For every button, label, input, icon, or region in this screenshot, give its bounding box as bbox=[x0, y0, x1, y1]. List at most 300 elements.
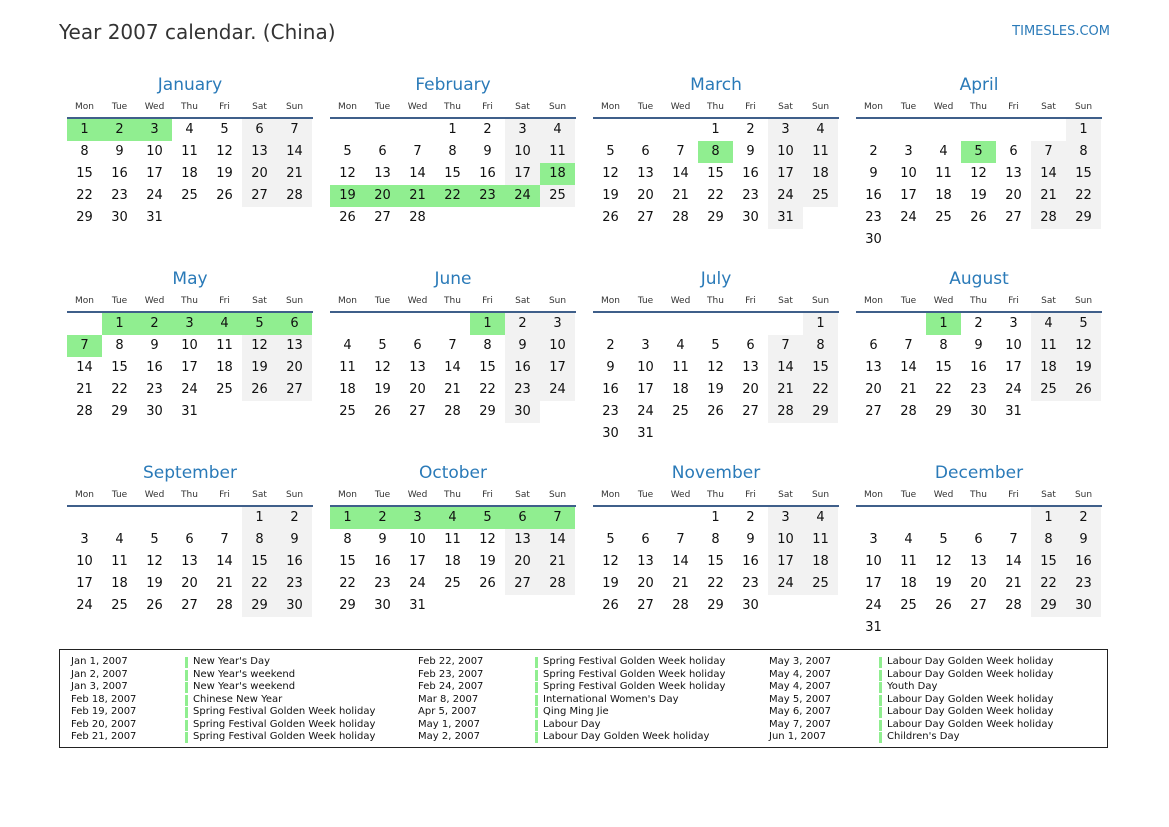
day-cell: 29 bbox=[707, 210, 724, 225]
day-grid bbox=[67, 507, 313, 617]
day-cell: 19 bbox=[374, 382, 391, 397]
day-cell: 13 bbox=[409, 360, 426, 375]
day-cell: 11 bbox=[935, 166, 952, 181]
day-cell: 17 bbox=[865, 576, 882, 591]
holiday-date: Jan 3, 2007 bbox=[71, 681, 128, 692]
day-cell: 13 bbox=[277, 335, 312, 357]
day-cell: 18 bbox=[111, 576, 128, 591]
day-cell: 20 bbox=[637, 576, 654, 591]
day-cell: 24 bbox=[1005, 382, 1022, 397]
day-cell: 16 bbox=[742, 166, 759, 181]
day-cell: 21 bbox=[1031, 185, 1066, 207]
holiday-name: Labour Day bbox=[543, 718, 601, 730]
day-cell: 10 bbox=[1005, 338, 1022, 353]
day-cell: 10 bbox=[505, 141, 540, 163]
holiday-name: Spring Festival Golden Week holiday bbox=[193, 706, 376, 717]
month-name: April bbox=[959, 75, 999, 95]
holiday-name: Youth Day bbox=[887, 681, 938, 692]
holiday-color-marker bbox=[185, 657, 188, 668]
day-cell: 12 bbox=[479, 532, 496, 547]
empty-cell bbox=[400, 313, 435, 335]
day-cell: 10 bbox=[409, 532, 426, 547]
day-cell: 14 bbox=[540, 529, 575, 551]
empty-cell bbox=[330, 313, 365, 335]
day-cell: 29 bbox=[111, 404, 128, 419]
day-cell: 16 bbox=[742, 554, 759, 569]
day-cell: 11 bbox=[111, 554, 128, 569]
day-cell: 28 bbox=[216, 598, 233, 613]
weekday-label: Fri bbox=[1008, 296, 1019, 306]
day-cell: 3 bbox=[869, 532, 878, 547]
day-cell: 24 bbox=[768, 573, 803, 595]
day-cell: 10 bbox=[865, 554, 882, 569]
weekday-label: Tue bbox=[374, 296, 391, 306]
weekday-label: Sun bbox=[548, 102, 567, 112]
day-cell: 18 bbox=[672, 382, 689, 397]
day-cell: 29 bbox=[935, 404, 952, 419]
holiday-day-cell: 24 bbox=[505, 185, 540, 207]
month-july bbox=[593, 268, 839, 462]
day-cell: 8 bbox=[343, 532, 352, 547]
site-link[interactable]: TIMESLES.COM bbox=[1012, 24, 1110, 39]
holiday-date: Mar 8, 2007 bbox=[418, 693, 479, 705]
month-march bbox=[593, 74, 839, 268]
day-cell: 3 bbox=[904, 144, 913, 159]
weekday-label: Tue bbox=[374, 490, 391, 500]
day-cell: 29 bbox=[76, 210, 93, 225]
holiday-date: Jun 1, 2007 bbox=[769, 731, 826, 742]
weekday-label: Mon bbox=[864, 102, 883, 112]
day-cell: 17 bbox=[637, 382, 654, 397]
empty-cell bbox=[593, 507, 628, 529]
weekday-label: Fri bbox=[219, 102, 230, 112]
holiday-color-marker bbox=[879, 695, 882, 706]
day-cell: 19 bbox=[242, 357, 277, 379]
holiday-day-cell: 5 bbox=[470, 507, 505, 529]
weekday-header bbox=[856, 486, 1102, 504]
weekday-header bbox=[330, 98, 576, 116]
weekday-header bbox=[593, 292, 839, 310]
day-cell: 12 bbox=[146, 554, 163, 569]
weekday-header bbox=[593, 486, 839, 504]
day-cell: 14 bbox=[900, 360, 917, 375]
day-cell: 23 bbox=[742, 188, 759, 203]
holiday-day-cell: 7 bbox=[540, 507, 575, 529]
day-cell: 25 bbox=[111, 598, 128, 613]
day-cell: 11 bbox=[181, 144, 198, 159]
holiday-day-cell: 8 bbox=[698, 141, 733, 163]
day-cell: 22 bbox=[76, 188, 93, 203]
holiday-date: May 5, 2007 bbox=[769, 693, 832, 705]
day-cell: 9 bbox=[483, 144, 492, 159]
day-cell: 28 bbox=[409, 210, 426, 225]
empty-cell bbox=[663, 507, 698, 529]
day-cell: 5 bbox=[343, 144, 352, 159]
weekday-label: Thu bbox=[707, 490, 724, 500]
holiday-day-cell: 1 bbox=[926, 313, 961, 335]
day-cell: 24 bbox=[181, 382, 198, 397]
day-cell: 30 bbox=[374, 598, 391, 613]
day-cell: 12 bbox=[339, 166, 356, 181]
day-cell: 20 bbox=[637, 188, 654, 203]
day-cell: 22 bbox=[479, 382, 496, 397]
holiday-day-cell: 2 bbox=[365, 507, 400, 529]
holiday-date: Feb 21, 2007 bbox=[71, 731, 137, 742]
day-cell: 26 bbox=[602, 210, 619, 225]
holiday-name: International Women's Day bbox=[543, 693, 679, 705]
day-cell: 31 bbox=[1005, 404, 1022, 419]
empty-cell bbox=[891, 119, 926, 141]
day-cell: 10 bbox=[540, 335, 575, 357]
day-grid bbox=[593, 119, 839, 229]
holiday-color-marker bbox=[879, 657, 882, 668]
weekday-header bbox=[67, 98, 313, 116]
empty-cell bbox=[67, 313, 102, 335]
month-name: July bbox=[700, 269, 732, 289]
weekday-label: Thu bbox=[181, 490, 198, 500]
month-september bbox=[67, 462, 313, 656]
day-cell: 1 bbox=[1066, 119, 1101, 141]
day-cell: 11 bbox=[444, 532, 461, 547]
weekday-label: Thu bbox=[707, 102, 724, 112]
day-cell: 6 bbox=[974, 532, 983, 547]
day-cell: 1 bbox=[803, 313, 838, 335]
day-cell: 10 bbox=[181, 338, 198, 353]
holiday-day-cell: 5 bbox=[242, 313, 277, 335]
day-cell: 5 bbox=[711, 338, 720, 353]
day-cell: 4 bbox=[904, 532, 913, 547]
weekday-label: Wed bbox=[933, 296, 954, 306]
day-cell: 24 bbox=[865, 598, 882, 613]
empty-cell bbox=[628, 313, 663, 335]
day-cell: 13 bbox=[637, 554, 654, 569]
holiday-day-cell: 7 bbox=[67, 335, 102, 357]
months-grid bbox=[67, 74, 1102, 656]
day-cell: 30 bbox=[505, 401, 540, 423]
day-cell: 6 bbox=[185, 532, 194, 547]
day-cell: 20 bbox=[409, 382, 426, 397]
day-cell: 10 bbox=[768, 529, 803, 551]
weekday-label: Mon bbox=[338, 102, 357, 112]
day-cell: 1 bbox=[448, 122, 457, 137]
holiday-color-marker bbox=[879, 707, 882, 718]
day-cell: 15 bbox=[707, 554, 724, 569]
day-cell: 14 bbox=[1005, 554, 1022, 569]
holiday-name: Spring Festival Golden Week holiday bbox=[193, 718, 376, 730]
day-cell: 14 bbox=[672, 166, 689, 181]
weekday-label: Tue bbox=[111, 490, 128, 500]
day-cell: 6 bbox=[242, 119, 277, 141]
day-cell: 25 bbox=[1031, 379, 1066, 401]
day-cell: 16 bbox=[479, 166, 496, 181]
day-cell: 4 bbox=[343, 338, 352, 353]
day-cell: 1 bbox=[711, 510, 720, 525]
holiday-name: Labour Day Golden Week holiday bbox=[887, 706, 1054, 717]
day-cell: 31 bbox=[146, 210, 163, 225]
day-cell: 29 bbox=[339, 598, 356, 613]
day-cell: 29 bbox=[479, 404, 496, 419]
day-cell: 6 bbox=[1009, 144, 1018, 159]
day-cell: 27 bbox=[181, 598, 198, 613]
holiday-name: Labour Day Golden Week holiday bbox=[543, 731, 710, 742]
day-cell: 16 bbox=[970, 360, 987, 375]
day-cell: 15 bbox=[707, 166, 724, 181]
day-cell: 22 bbox=[339, 576, 356, 591]
weekday-label: Thu bbox=[181, 102, 198, 112]
holiday-date: May 7, 2007 bbox=[769, 718, 832, 730]
day-cell: 22 bbox=[242, 573, 277, 595]
day-grid bbox=[330, 507, 576, 617]
empty-cell bbox=[172, 507, 207, 529]
month-april bbox=[856, 74, 1102, 268]
day-cell: 5 bbox=[939, 532, 948, 547]
day-grid bbox=[67, 313, 313, 423]
day-cell: 16 bbox=[111, 166, 128, 181]
day-cell: 3 bbox=[540, 313, 575, 335]
empty-cell bbox=[926, 119, 961, 141]
day-cell: 22 bbox=[707, 188, 724, 203]
holiday-day-cell: 21 bbox=[400, 185, 435, 207]
day-cell: 9 bbox=[505, 335, 540, 357]
day-grid bbox=[593, 313, 839, 445]
day-cell: 29 bbox=[803, 401, 838, 423]
day-cell: 8 bbox=[80, 144, 89, 159]
day-cell: 7 bbox=[676, 144, 685, 159]
day-cell: 31 bbox=[768, 207, 803, 229]
day-cell: 11 bbox=[803, 141, 838, 163]
day-cell: 9 bbox=[150, 338, 159, 353]
holiday-date: May 4, 2007 bbox=[769, 668, 832, 680]
day-cell: 19 bbox=[935, 576, 952, 591]
day-cell: 13 bbox=[742, 360, 759, 375]
weekday-label: Sun bbox=[811, 296, 830, 306]
holiday-date: Feb 23, 2007 bbox=[418, 668, 484, 680]
empty-cell bbox=[137, 507, 172, 529]
weekday-header bbox=[330, 292, 576, 310]
day-cell: 25 bbox=[444, 576, 461, 591]
holiday-name: Spring Festival Golden Week holiday bbox=[193, 731, 376, 742]
empty-cell bbox=[365, 119, 400, 141]
day-cell: 8 bbox=[1031, 529, 1066, 551]
day-cell: 21 bbox=[672, 188, 689, 203]
day-cell: 23 bbox=[742, 576, 759, 591]
holiday-color-marker bbox=[879, 682, 882, 693]
day-cell: 6 bbox=[869, 338, 878, 353]
day-cell: 27 bbox=[742, 404, 759, 419]
month-january bbox=[67, 74, 313, 268]
holiday-day-cell: 20 bbox=[365, 185, 400, 207]
day-cell: 28 bbox=[1031, 207, 1066, 229]
day-cell: 21 bbox=[1005, 576, 1022, 591]
weekday-label: Fri bbox=[219, 296, 230, 306]
day-cell: 18 bbox=[803, 551, 838, 573]
day-grid bbox=[67, 119, 313, 229]
month-june bbox=[330, 268, 576, 462]
weekday-label: Wed bbox=[670, 102, 691, 112]
day-grid bbox=[330, 313, 576, 423]
day-cell: 4 bbox=[803, 119, 838, 141]
holiday-name: Spring Festival Golden Week holiday bbox=[543, 656, 726, 667]
weekday-label: Mon bbox=[864, 490, 883, 500]
day-cell: 19 bbox=[216, 166, 233, 181]
day-cell: 9 bbox=[606, 360, 615, 375]
day-cell: 17 bbox=[505, 163, 540, 185]
day-cell: 2 bbox=[505, 313, 540, 335]
month-name: September bbox=[143, 463, 237, 483]
day-cell: 17 bbox=[76, 576, 93, 591]
empty-cell bbox=[593, 119, 628, 141]
empty-cell bbox=[663, 119, 698, 141]
day-cell: 21 bbox=[76, 382, 93, 397]
day-cell: 13 bbox=[1005, 166, 1022, 181]
weekday-label: Wed bbox=[407, 296, 428, 306]
day-cell: 23 bbox=[602, 404, 619, 419]
day-cell: 21 bbox=[540, 551, 575, 573]
month-august bbox=[856, 268, 1102, 462]
weekday-label: Thu bbox=[970, 490, 987, 500]
day-cell: 21 bbox=[277, 163, 312, 185]
day-cell: 26 bbox=[374, 404, 391, 419]
day-cell: 9 bbox=[746, 532, 755, 547]
day-cell: 1 bbox=[1031, 507, 1066, 529]
day-cell: 12 bbox=[707, 360, 724, 375]
empty-cell bbox=[856, 119, 891, 141]
day-cell: 14 bbox=[444, 360, 461, 375]
day-cell: 20 bbox=[242, 163, 277, 185]
day-cell: 9 bbox=[974, 338, 983, 353]
month-name: October bbox=[418, 463, 488, 483]
day-cell: 10 bbox=[76, 554, 93, 569]
day-cell: 27 bbox=[970, 598, 987, 613]
day-cell: 7 bbox=[768, 335, 803, 357]
empty-cell bbox=[698, 313, 733, 335]
day-cell: 12 bbox=[216, 144, 233, 159]
day-cell: 17 bbox=[409, 554, 426, 569]
day-cell: 17 bbox=[768, 163, 803, 185]
weekday-label: Sat bbox=[252, 296, 267, 306]
day-cell: 15 bbox=[242, 551, 277, 573]
weekday-label: Wed bbox=[933, 102, 954, 112]
day-cell: 28 bbox=[277, 185, 312, 207]
holiday-name: Spring Festival Golden Week holiday bbox=[543, 681, 726, 692]
day-cell: 22 bbox=[707, 576, 724, 591]
day-cell: 8 bbox=[939, 338, 948, 353]
month-name: June bbox=[434, 269, 472, 289]
weekday-header bbox=[67, 486, 313, 504]
day-cell: 9 bbox=[277, 529, 312, 551]
holiday-date: Feb 24, 2007 bbox=[418, 681, 484, 692]
day-cell: 5 bbox=[220, 122, 229, 137]
day-cell: 14 bbox=[277, 141, 312, 163]
day-cell: 12 bbox=[1066, 335, 1101, 357]
weekday-label: Fri bbox=[482, 296, 493, 306]
day-cell: 25 bbox=[540, 185, 575, 207]
day-cell: 8 bbox=[115, 338, 124, 353]
day-cell: 15 bbox=[444, 166, 461, 181]
weekday-label: Fri bbox=[1008, 490, 1019, 500]
holiday-color-marker bbox=[185, 670, 188, 681]
day-cell: 9 bbox=[1066, 529, 1101, 551]
day-cell: 23 bbox=[970, 382, 987, 397]
day-cell: 7 bbox=[1031, 141, 1066, 163]
holiday-day-cell: 2 bbox=[102, 119, 137, 141]
day-cell: 11 bbox=[900, 554, 917, 569]
day-cell: 13 bbox=[865, 360, 882, 375]
weekday-header bbox=[593, 98, 839, 116]
day-cell: 5 bbox=[606, 144, 615, 159]
weekday-label: Thu bbox=[444, 490, 461, 500]
holiday-day-cell: 1 bbox=[470, 313, 505, 335]
holiday-color-marker bbox=[535, 670, 538, 681]
day-cell: 30 bbox=[277, 595, 312, 617]
day-cell: 11 bbox=[1031, 335, 1066, 357]
day-cell: 19 bbox=[707, 382, 724, 397]
empty-cell bbox=[996, 119, 1031, 141]
day-cell: 12 bbox=[970, 166, 987, 181]
empty-cell bbox=[926, 507, 961, 529]
day-cell: 30 bbox=[742, 598, 759, 613]
day-cell: 26 bbox=[1066, 379, 1101, 401]
empty-cell bbox=[891, 507, 926, 529]
day-cell: 20 bbox=[865, 382, 882, 397]
day-cell: 22 bbox=[111, 382, 128, 397]
day-cell: 22 bbox=[1031, 573, 1066, 595]
day-cell: 31 bbox=[409, 598, 426, 613]
empty-cell bbox=[996, 507, 1031, 529]
empty-cell bbox=[67, 507, 102, 529]
month-november bbox=[593, 462, 839, 656]
day-cell: 27 bbox=[409, 404, 426, 419]
holiday-day-cell: 5 bbox=[961, 141, 996, 163]
day-cell: 30 bbox=[865, 232, 882, 247]
day-cell: 15 bbox=[479, 360, 496, 375]
day-cell: 10 bbox=[637, 360, 654, 375]
day-cell: 11 bbox=[803, 529, 838, 551]
day-cell: 25 bbox=[181, 188, 198, 203]
day-cell: 2 bbox=[746, 510, 755, 525]
day-cell: 13 bbox=[637, 166, 654, 181]
day-cell: 20 bbox=[970, 576, 987, 591]
day-cell: 26 bbox=[602, 598, 619, 613]
day-cell: 5 bbox=[606, 532, 615, 547]
day-cell: 13 bbox=[970, 554, 987, 569]
weekday-label: Tue bbox=[111, 296, 128, 306]
weekday-label: Mon bbox=[601, 102, 620, 112]
day-cell: 7 bbox=[413, 144, 422, 159]
day-grid bbox=[330, 119, 576, 229]
weekday-label: Sun bbox=[811, 490, 830, 500]
day-cell: 10 bbox=[768, 141, 803, 163]
day-cell: 9 bbox=[746, 144, 755, 159]
weekday-label: Thu bbox=[444, 296, 461, 306]
day-cell: 3 bbox=[768, 119, 803, 141]
day-cell: 29 bbox=[1066, 207, 1101, 229]
day-cell: 11 bbox=[339, 360, 356, 375]
empty-cell bbox=[365, 313, 400, 335]
day-cell: 4 bbox=[1031, 313, 1066, 335]
weekday-label: Fri bbox=[1008, 102, 1019, 112]
weekday-label: Wed bbox=[144, 490, 165, 500]
day-cell: 16 bbox=[1066, 551, 1101, 573]
day-cell: 27 bbox=[277, 379, 312, 401]
weekday-header bbox=[856, 292, 1102, 310]
day-cell: 7 bbox=[220, 532, 229, 547]
day-cell: 26 bbox=[339, 210, 356, 225]
day-cell: 22 bbox=[803, 379, 838, 401]
day-cell: 11 bbox=[540, 141, 575, 163]
weekday-label: Wed bbox=[933, 490, 954, 500]
holiday-day-cell: 2 bbox=[137, 313, 172, 335]
